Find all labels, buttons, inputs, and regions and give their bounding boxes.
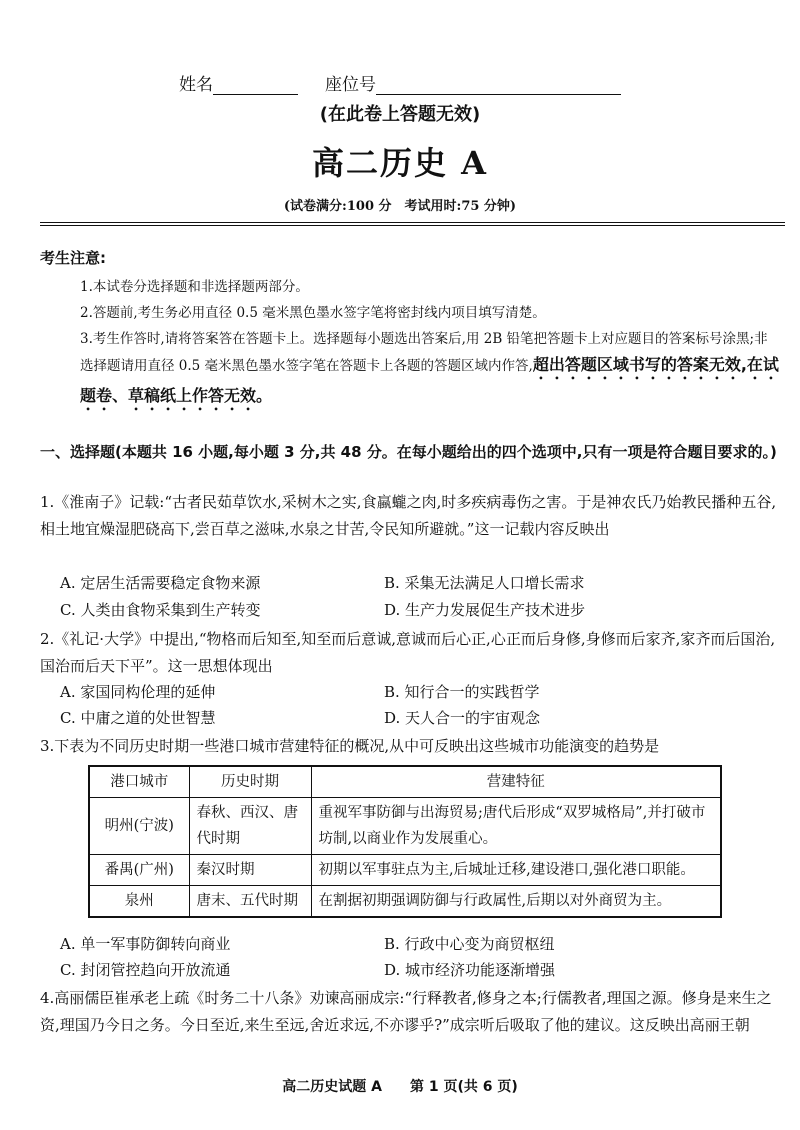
table-cell: 春秋、西汉、唐代时期 bbox=[189, 798, 311, 855]
question-2-option-b: B. 知行合一的实践哲学 bbox=[384, 683, 540, 701]
question-4-stem: 4.高丽儒臣崔承老上疏《时务二十八条》劝谏高丽成宗:“行释教者,修身之本;行儒教者,理国之源。修身是来生之资,理国乃今日之务。今日至近,来生至远,舍近求远,不亦谬乎?”成宗听后吸取了他的建议。这反映出高丽王朝 bbox=[40, 989, 772, 1034]
table-cell: 初期以军事驻点为主,后城址迁移,建设港口,强化港口职能。 bbox=[311, 855, 721, 886]
divider-line bbox=[40, 222, 785, 223]
table-header-cell: 港口城市 bbox=[89, 766, 189, 798]
port-city-table bbox=[88, 765, 722, 918]
name-label: 姓名 bbox=[178, 75, 213, 95]
table-cell: 唐末、五代时期 bbox=[189, 886, 311, 918]
table-cell: 重视军事防御与出海贸易;唐代后形成“双罗城格局”,并打破市坊制,以商业作为发展重心。 bbox=[311, 798, 721, 855]
exam-title: 高二历史 A bbox=[312, 144, 488, 182]
table-cell: 明州(宁波) bbox=[89, 798, 189, 855]
question-2-option-d: D. 天人合一的宇宙观念 bbox=[384, 709, 541, 727]
table-cell: 在割据初期强调防御与行政属性,后期以对外商贸为主。 bbox=[311, 886, 721, 918]
invalid-notice: (在此卷上答题无效) bbox=[319, 104, 481, 125]
candidate-info-line bbox=[0, 70, 800, 95]
table-header-cell: 营建特征 bbox=[311, 766, 721, 798]
table-cell: 番禺(广州) bbox=[89, 855, 189, 886]
question-2-option-a: A. 家国同构伦理的延伸 bbox=[60, 683, 216, 701]
question-3-option-b: B. 行政中心变为商贸枢纽 bbox=[384, 935, 555, 953]
table-row bbox=[89, 798, 721, 855]
question-1-option-b: B. 采集无法满足人口增长需求 bbox=[384, 574, 585, 592]
table-cell: 秦汉时期 bbox=[189, 855, 311, 886]
question-3-stem: 3.下表为不同历史时期一些港口城市营建特征的概况,从中可反映出这些城市功能演变的趋势是 bbox=[40, 737, 660, 755]
question-3-option-c: C. 封闭管控趋向开放流通 bbox=[60, 961, 231, 979]
question-2-option-c: C. 中庸之道的处世智慧 bbox=[60, 709, 216, 727]
table-header-cell: 历史时期 bbox=[189, 766, 311, 798]
note-item bbox=[80, 326, 780, 414]
table-header-row bbox=[89, 766, 721, 798]
seat-label: 座位号 bbox=[325, 75, 377, 95]
seat-blank bbox=[376, 76, 621, 95]
question-1-option-c: C. 人类由食物采集到生产转变 bbox=[60, 601, 261, 619]
note-item: 2.答题前,考生务必用直径 0.5 毫米黑色墨水签字笔将密封线内项目填写清楚。 bbox=[80, 305, 546, 321]
question-1-option-a: A. 定居生活需要稳定食物来源 bbox=[60, 574, 261, 592]
question-3-option-a: A. 单一军事防御转向商业 bbox=[60, 935, 231, 953]
question-1-option-d: D. 生产力发展促生产技术进步 bbox=[384, 601, 586, 619]
exam-info: (试卷满分:100 分 考试用时:75 分钟) bbox=[283, 199, 517, 214]
divider-line bbox=[40, 225, 785, 226]
name-blank bbox=[213, 76, 298, 95]
table-row bbox=[89, 886, 721, 918]
table-cell: 泉州 bbox=[89, 886, 189, 918]
question-3-option-d: D. 城市经济功能逐渐增强 bbox=[384, 961, 556, 979]
note-item-text: 3.考生作答时,请将答案答在答题卡上。选择题每小题选出答案后,用 2B 铅笔把答题卡上对应题目的答案标号涂黑;非选择题请用直径 0.5 毫米黑色墨水签字笔在答题卡上各题的答题区域内作答, bbox=[80, 331, 768, 374]
notes-title: 考生注意: bbox=[40, 249, 106, 267]
section-heading: 一、选择题(本题共 16 小题,每小题 3 分,共 48 分。在每小题给出的四个选项中,只有一项是符合题目要求的。) bbox=[40, 443, 777, 461]
question-2-stem: 2.《礼记·大学》中提出,“物格而后知至,知至而后意诚,意诚而后心正,心正而后身修,身修而后家齐,家齐而后国治,国治而后天下平”。这一思想体现出 bbox=[40, 630, 776, 675]
page-footer: 高二历史试题 A 第 1 页(共 6 页) bbox=[282, 1079, 518, 1095]
question-1-stem: 1.《淮南子》记载:“古者民茹草饮水,采树木之实,食蠃蠬之肉,时多疾病毒伤之害。于是神农氏乃始教民播种五谷,相土地宜燥湿肥硗高下,尝百草之滋味,水泉之甘苦,令民知所避就。”这一记载内容反映出 bbox=[40, 493, 777, 538]
table-row bbox=[89, 855, 721, 886]
note-item: 1.本试卷分选择题和非选择题两部分。 bbox=[80, 279, 309, 295]
note-emphasis: 超出答题区域书写的答案无效,在试题卷、草稿纸上作答无效。 bbox=[80, 355, 779, 405]
